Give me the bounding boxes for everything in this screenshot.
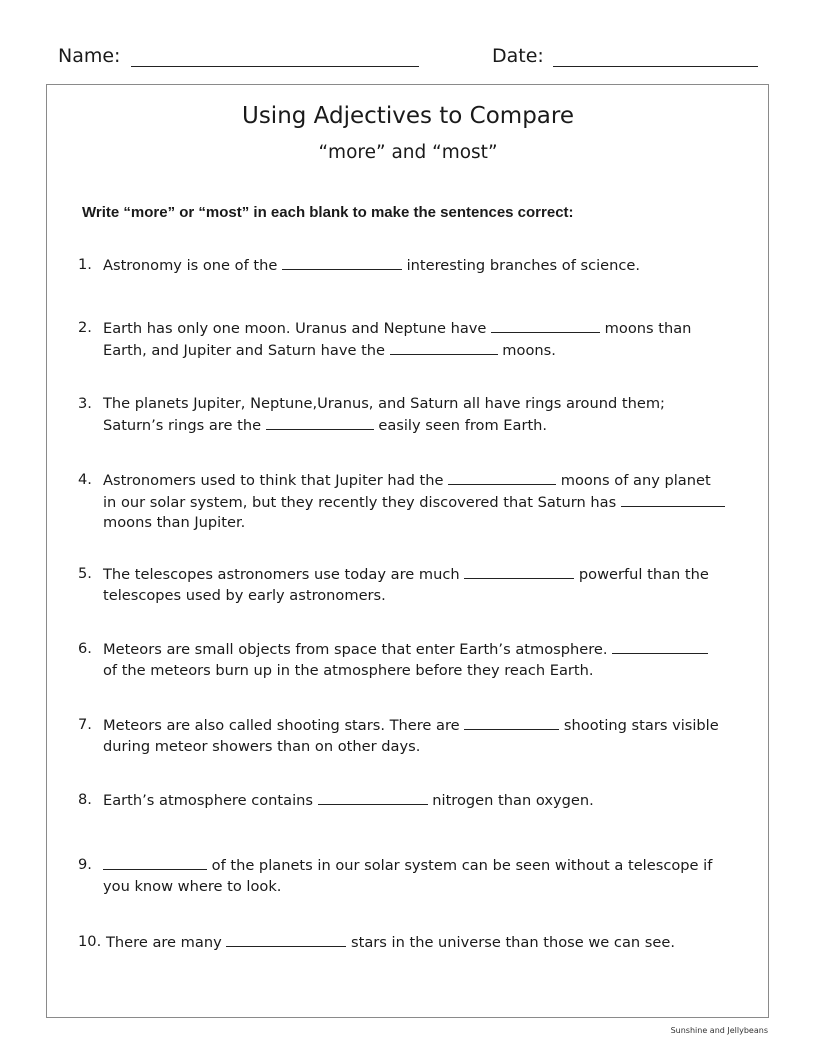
question-number: 5. [78,565,92,582]
question-text: nitrogen than oxygen. [427,792,594,809]
question-text: Astronomers used to think that Jupiter had the [103,472,449,489]
question-text: during meteor showers than on other days. [103,737,421,755]
question-3 [78,394,748,436]
question-text: shooting stars visible [559,717,719,734]
question-5 [78,564,748,606]
question-text: easily seen from Earth. [373,416,548,434]
header-row [0,44,816,70]
question-7 [78,715,748,757]
question-text: Astronomy is one of the [103,257,282,274]
date-label: Date: [492,45,544,67]
question-9 [78,855,748,897]
answer-blank[interactable] [448,470,556,485]
question-text: in our solar system, but they recently they discovered that Saturn has [103,493,621,511]
question-4 [78,470,748,534]
answer-blank[interactable] [612,639,708,654]
name-field[interactable] [131,66,419,67]
question-number: 2. [78,319,92,336]
question-number: 1. [78,256,92,273]
question-1 [78,255,748,277]
question-text: There are many [106,934,227,951]
question-text: The telescopes astronomers use today are much [103,566,465,583]
worksheet-subtitle: “more” and “most” [318,142,498,163]
question-text: of the planets in our solar system can be seen without a telescope if [207,857,713,874]
question-text: Meteors are also called shooting stars. There are [103,717,465,734]
date-field[interactable] [553,66,758,67]
answer-blank[interactable] [390,340,498,355]
question-text: moons than Jupiter. [103,514,246,531]
question-text: Earth, and Jupiter and Saturn have the [103,341,390,359]
answer-blank[interactable] [318,790,428,805]
question-10 [78,932,748,954]
question-text: moons than [600,320,692,337]
question-8 [78,790,748,812]
question-text: Earth has only one moon. Uranus and Neptune have [103,320,492,337]
question-text: Saturn’s rings are the [103,416,266,434]
instructions: Write “more” or “most” in each blank to make the sentences correct: [82,204,574,221]
question-text: stars in the universe than those we can see. [346,934,675,951]
question-number: 9. [78,856,92,873]
question-text: moons. [497,341,556,359]
question-text: powerful than the [574,566,709,583]
question-number: 6. [78,640,92,657]
question-number: 8. [78,791,92,808]
answer-blank[interactable] [282,255,402,270]
worksheet-title: Using Adjectives to Compare [241,103,574,129]
question-text: you know where to look. [103,877,282,895]
answer-blank[interactable] [621,492,725,507]
question-text: of the meteors burn up in the atmosphere before they reach Earth. [103,661,594,679]
name-label: Name: [58,45,121,67]
answer-blank[interactable] [103,855,207,870]
question-number: 7. [78,716,92,733]
question-text: telescopes used by early astronomers. [103,586,386,604]
footer-credit: Sunshine and Jellybeans [670,1026,768,1035]
question-2 [78,318,748,361]
question-number: 10. [78,933,102,950]
question-text: interesting branches of science. [401,257,641,274]
answer-blank[interactable] [464,564,574,579]
question-text: The planets Jupiter, Neptune,Uranus, and Saturn all have rings around them; [103,395,665,412]
question-6 [78,639,748,681]
question-number: 3. [78,395,92,412]
answer-blank[interactable] [464,715,559,730]
question-text: moons of any planet [556,472,711,489]
question-text: Earth’s atmosphere contains [103,792,318,809]
question-text: Meteors are small objects from space that enter Earth’s atmosphere. [103,641,613,658]
answer-blank[interactable] [266,415,374,430]
answer-blank[interactable] [226,932,346,947]
question-number: 4. [78,471,92,488]
answer-blank[interactable] [491,318,600,333]
